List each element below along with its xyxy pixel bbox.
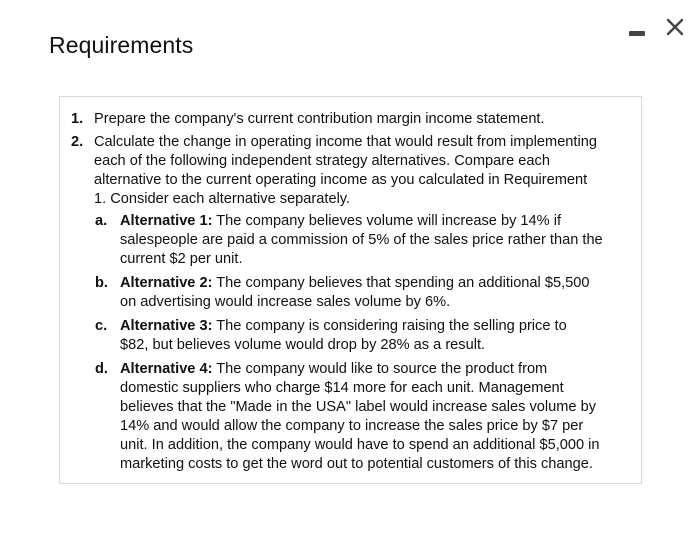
text-line: [120, 212, 603, 231]
minimize-button[interactable]: [628, 26, 648, 40]
text-line: alternative to the current operating income as you calculated in Requirement: [94, 172, 588, 188]
alternative-first-line: The company is considering raising the selling price to: [212, 318, 567, 334]
alternative-letter: b.: [95, 275, 108, 291]
alternative-label: Alternative 3:: [120, 318, 213, 334]
alternative-label: Alternative 1:: [120, 213, 213, 229]
text-line: on advertising would increase sales volume by 6%.: [120, 294, 451, 310]
requirement-number: 2.: [71, 134, 84, 150]
alternative-first-line: The company would like to source the product from: [212, 361, 548, 377]
text-line: [120, 317, 567, 336]
text-line: each of the following independent strategy alternatives. Compare each: [94, 153, 550, 169]
alternative-letter: c.: [95, 318, 108, 334]
alternative-text: [120, 274, 589, 312]
alternative-first-line: The company believes volume will increase by 14% if: [212, 213, 561, 229]
text-line: 14% and would allow the company to increase the sales price by $7 per: [120, 418, 584, 434]
text-line: marketing costs to get the word out to potential customers of this change.: [120, 456, 593, 472]
text-line: domestic suppliers who charge $14 more for each unit. Management: [120, 380, 564, 396]
text-line: [120, 360, 600, 379]
text-line: Calculate the change in operating income that would result from implementing: [94, 134, 597, 150]
requirement-text: [94, 133, 597, 209]
requirement-text: [94, 110, 545, 129]
alternative-letter: d.: [95, 361, 108, 377]
text-line: Prepare the company's current contribution margin income statement.: [94, 111, 545, 127]
text-line: believes that the "Made in the USA" label would increase sales volume by: [120, 399, 596, 415]
text-line: unit. In addition, the company would have to spend an additional $5,000 in: [120, 437, 600, 453]
text-line: $82, but believes volume would drop by 28% as a result.: [120, 337, 486, 353]
alternative-first-line: The company believes that spending an additional $5,500: [212, 275, 590, 291]
alternative-label: Alternative 4:: [120, 361, 213, 377]
text-line: 1. Consider each alternative separately.: [94, 191, 351, 207]
text-line: salespeople are paid a commission of 5% of the sales price rather than the: [120, 232, 603, 248]
text-line: current $2 per unit.: [120, 251, 243, 267]
alternative-letter: a.: [95, 213, 108, 229]
dialog-title: Requirements: [49, 32, 194, 58]
alternative-label: Alternative 2:: [120, 275, 213, 291]
text-line: [120, 274, 589, 293]
alternative-text: [120, 360, 600, 474]
alternative-text: [120, 212, 603, 269]
alternative-text: [120, 317, 567, 355]
close-button[interactable]: [661, 13, 689, 41]
requirements-panel: [59, 96, 642, 484]
requirement-number: 1.: [71, 111, 84, 127]
close-icon: [661, 13, 689, 41]
